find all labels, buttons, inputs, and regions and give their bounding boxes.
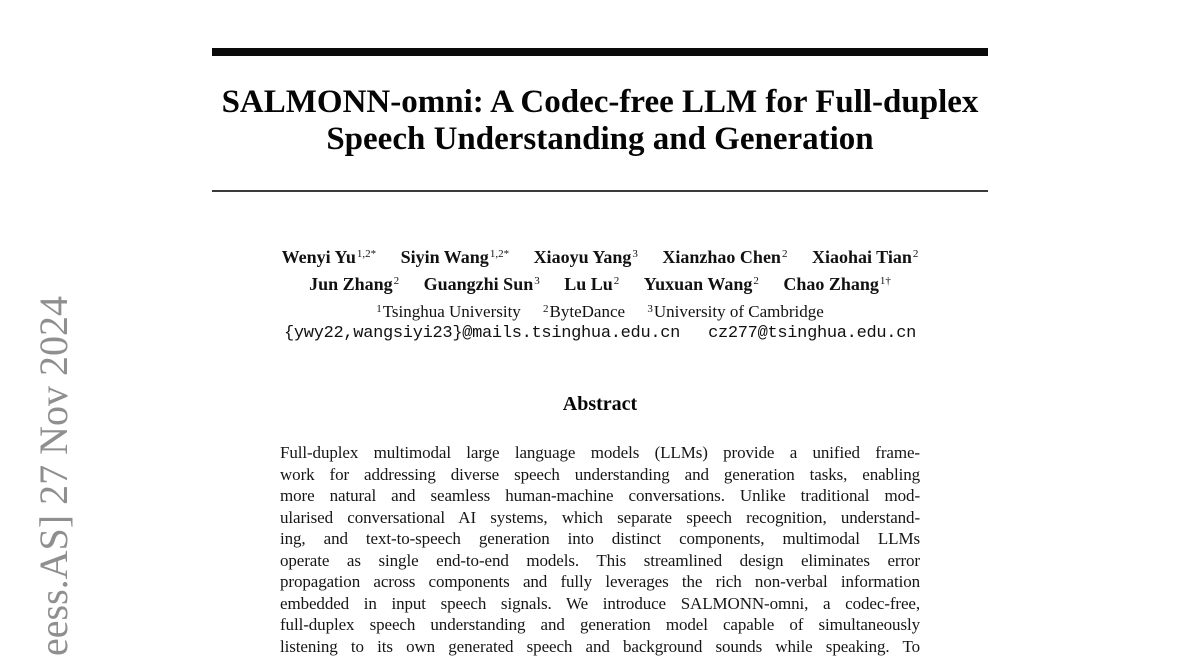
paper-title <box>212 84 988 158</box>
abstract-line: listening to its own generated speech and background sounds while speaking. To <box>280 636 920 657</box>
paper-title-line-1: SALMONN-omni: A Codec-free LLM for Full-duplex <box>212 84 988 121</box>
author: Xiaohai Tian$^2$ <box>812 242 918 269</box>
author: Guangzhi Sun$^3$ <box>424 269 540 296</box>
author-affiliation-mark: 3 <box>632 248 638 260</box>
author: Wenyi $Yu^{1,2*}$ <box>282 242 376 269</box>
email-address: {ywy22,wangsiyi23}@mails.tsinghua.edu.cn <box>284 324 680 343</box>
author-affiliation-mark: 2 <box>913 248 919 260</box>
abstract-line: embedded in input speech signals. We introduce SALMONN-omni, a codec-free, <box>280 593 920 615</box>
abstract-heading: Abstract <box>212 392 988 416</box>
affiliation-mark: 2 <box>543 303 549 315</box>
affiliations-line <box>212 298 988 323</box>
author-affiliation-mark: 1,2* <box>357 248 376 260</box>
author: Xianzhao Chen$^2$ <box>662 242 787 269</box>
author: Chao Zhang$^{1\dagger}$ <box>783 269 891 296</box>
author: Jun Zhang$^2$ <box>309 269 399 296</box>
affiliation-mark: 3 <box>647 303 653 315</box>
abstract-line: operate as single end-to-end models. This streamlined design eliminates error <box>280 550 920 572</box>
paper-title-line-2: Speech Understanding and Generation <box>212 121 988 158</box>
author-affiliation-mark: 2 <box>614 275 620 287</box>
arxiv-watermark: eess.AS] 27 Nov 2024 <box>30 296 78 656</box>
affiliation-mark: 1 <box>376 303 382 315</box>
authors-block <box>212 242 988 345</box>
author: Siyin Wang$^{1,2*}$ <box>401 242 509 269</box>
author-affiliation-mark: 1,2* <box>490 248 509 260</box>
abstract-line: Full-duplex multimodal large language models (LLMs) provide a unified frame- <box>280 442 920 464</box>
affiliation: $^3$University of Cambridge <box>647 298 823 323</box>
author-affiliation-mark: 1† <box>880 275 891 287</box>
abstract-line: ularised conversational AI systems, which separate speech recognition, understand- <box>280 507 920 529</box>
author-affiliation-mark: 2 <box>394 275 400 287</box>
top-rule <box>212 48 988 56</box>
authors-line-1 <box>212 242 988 269</box>
abstract-line: ing, and text-to-speech generation into distinct components, multimodal LLMs <box>280 528 920 550</box>
author-affiliation-mark: 2 <box>753 275 759 287</box>
author: Yuxuan Wang$^2$ <box>644 269 759 296</box>
author-affiliation-mark: 2 <box>782 248 788 260</box>
abstract-line: work for addressing diverse speech understanding and generation tasks, enabling <box>280 464 920 486</box>
abstract-line: propagation across components and fully leverages the rich non-verbal information <box>280 571 920 593</box>
abstract-line: more natural and seamless human-machine conversations. Unlike traditional mod- <box>280 485 920 507</box>
authors-line-2 <box>212 269 988 296</box>
title-rule <box>212 190 988 192</box>
author-affiliation-mark: 3 <box>534 275 540 287</box>
affiliation: $^1$Tsinghua University <box>376 298 521 323</box>
abstract-line: full-duplex speech understanding and generation model capable of simultaneously <box>280 614 920 636</box>
emails-line <box>212 323 988 345</box>
affiliation: $^2$ByteDance <box>543 298 625 323</box>
author: Xiaoyu Yang$^3$ <box>534 242 638 269</box>
email-address: cz277@tsinghua.edu.cn <box>708 324 916 343</box>
abstract-text <box>280 442 920 657</box>
author: Lu Lu$^2$ <box>564 269 619 296</box>
